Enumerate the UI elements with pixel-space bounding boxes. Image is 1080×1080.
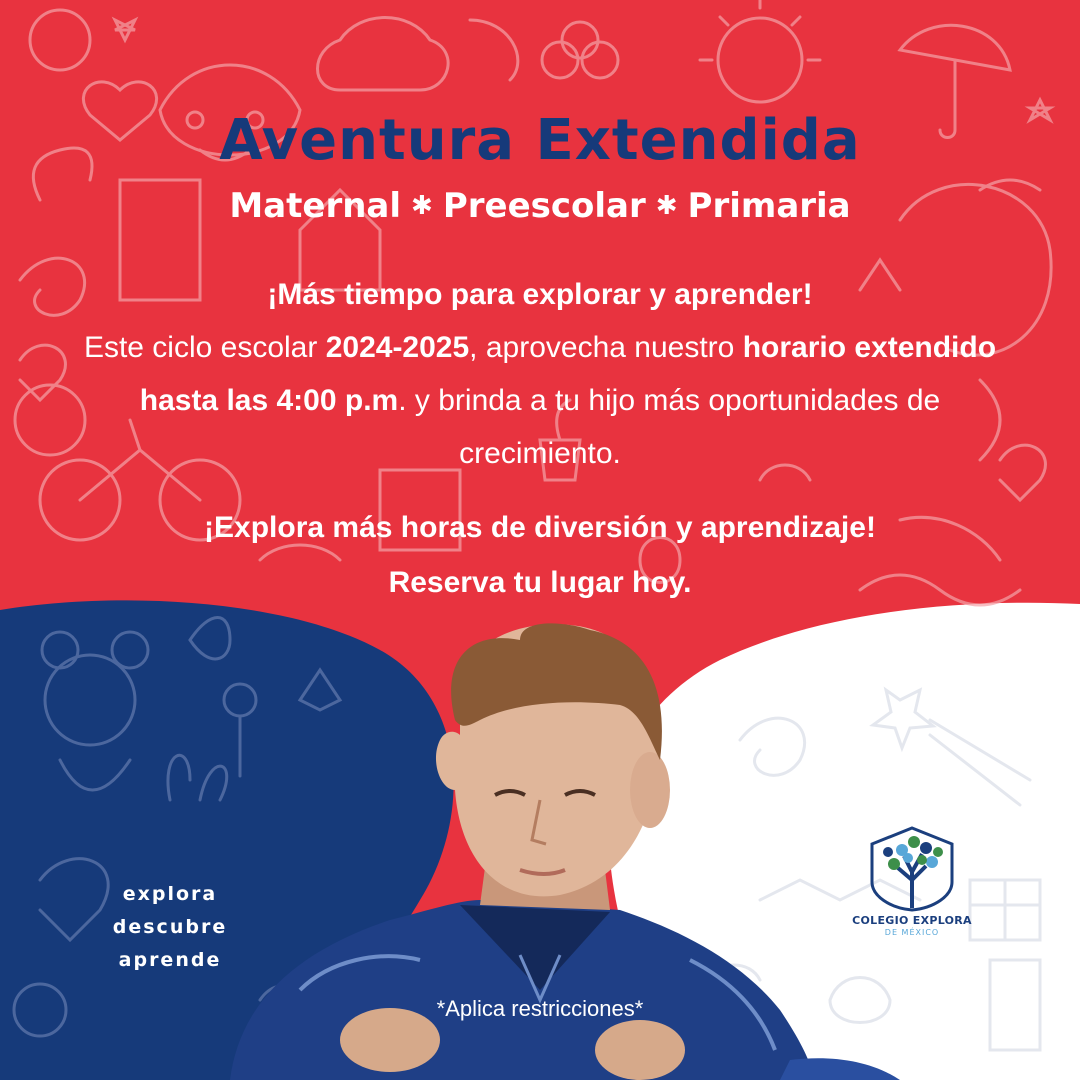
call-to-action	[60, 500, 1020, 610]
logo-name: COLEGIO EXPLORA	[852, 914, 972, 927]
cta-line-2: Reserva tu lugar hoy.	[388, 566, 692, 599]
headline: Aventura Extendida	[219, 108, 861, 173]
school-logo	[842, 824, 982, 954]
body-lead: ¡Más tiempo para explorar y aprender!	[267, 278, 813, 311]
motto	[100, 878, 240, 977]
level-preescolar: Preescolar	[442, 186, 646, 226]
motto-descubre: descubre	[112, 916, 228, 938]
cta-line-1: ¡Explora más horas de diversión y aprendizaje!	[204, 511, 876, 544]
level-maternal: Maternal	[229, 186, 402, 226]
levels-line	[0, 186, 1080, 226]
separator-star-icon: ✱	[655, 191, 678, 221]
level-primaria: Primaria	[687, 186, 851, 226]
body-copy	[60, 268, 1020, 480]
body-text-1: Este ciclo escolar	[83, 331, 326, 364]
extended-schedule: horario extendido hasta las 4:00 p.m	[139, 331, 997, 417]
tree-crest-icon	[864, 824, 960, 912]
motto-explora: explora	[122, 883, 218, 905]
separator-star-icon: ✱	[411, 191, 433, 221]
body-text-2: , aprovecha nuestro	[469, 331, 743, 364]
restrictions-note: *Aplica restricciones*	[436, 996, 644, 1021]
motto-aprende: aprende	[118, 949, 222, 971]
school-year: 2024-2025	[325, 331, 470, 364]
body-text-3: . y brinda a tu hijo más oportunidades de crecimiento.	[398, 384, 941, 470]
logo-subtitle: DE MÉXICO	[884, 928, 940, 937]
